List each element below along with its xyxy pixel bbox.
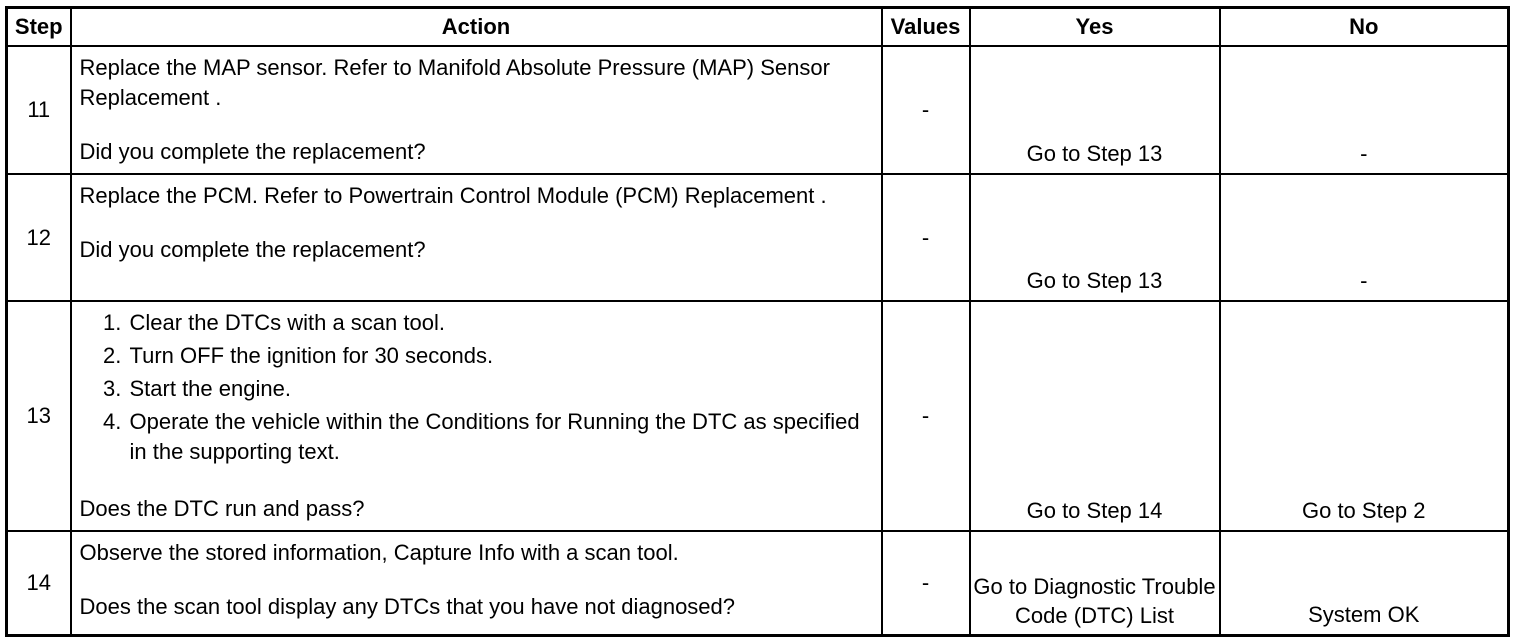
no-cell: System OK bbox=[1220, 531, 1509, 635]
procedure-list bbox=[80, 308, 873, 467]
table-row bbox=[7, 531, 1509, 635]
no-cell: - bbox=[1220, 46, 1509, 174]
step-number: 11 bbox=[7, 46, 71, 174]
no-cell: - bbox=[1220, 174, 1509, 301]
yes-cell bbox=[970, 531, 1220, 635]
values-cell: - bbox=[882, 301, 970, 531]
list-item: 3. Start the engine. bbox=[128, 374, 873, 404]
yes-cell: Go to Step 14 bbox=[970, 301, 1220, 531]
action-cell bbox=[71, 174, 882, 301]
action-cell bbox=[71, 46, 882, 174]
step-number: 14 bbox=[7, 531, 71, 635]
values-cell: - bbox=[882, 46, 970, 174]
diagnostic-table bbox=[5, 6, 1510, 637]
yes-link-text: Go to Diagnostic Trouble Code (DTC) List bbox=[973, 573, 1216, 628]
table-row bbox=[7, 301, 1509, 531]
action-question: Did you complete the replacement? bbox=[79, 139, 426, 164]
action-question: Does the scan tool display any DTCs that you have not diagnosed? bbox=[79, 594, 736, 619]
action-text: Observe the stored information, Capture Info with a scan tool. bbox=[79, 540, 679, 565]
action-cell bbox=[71, 531, 882, 635]
yes-cell: Go to Step 13 bbox=[970, 46, 1220, 174]
header-step: Step bbox=[7, 8, 71, 47]
list-item: 2. Turn OFF the ignition for 30 seconds. bbox=[128, 341, 873, 371]
action-question: Does the DTC run and pass? bbox=[79, 496, 365, 521]
action-text: Replace the PCM. Refer to Powertrain Control Module (PCM) Replacement . bbox=[79, 183, 827, 208]
yes-cell: Go to Step 13 bbox=[970, 174, 1220, 301]
header-row bbox=[7, 8, 1509, 47]
step-number: 13 bbox=[7, 301, 71, 531]
header-values: Values bbox=[882, 8, 970, 47]
action-question: Did you complete the replacement? bbox=[79, 237, 426, 262]
list-item: 4. Operate the vehicle within the Conditions for Running the DTC as specified in the supporting text. bbox=[128, 407, 873, 467]
list-item: 1. Clear the DTCs with a scan tool. bbox=[128, 308, 873, 338]
header-action: Action bbox=[71, 8, 882, 47]
table-row bbox=[7, 46, 1509, 174]
header-yes: Yes bbox=[970, 8, 1220, 47]
table-row bbox=[7, 174, 1509, 301]
action-text: Replace the MAP sensor. Refer to Manifold Absolute Pressure (MAP) Sensor Replacement . bbox=[79, 55, 830, 110]
header-no: No bbox=[1220, 8, 1509, 47]
values-cell: - bbox=[882, 174, 970, 301]
values-cell: - bbox=[882, 531, 970, 635]
step-number: 12 bbox=[7, 174, 71, 301]
no-cell: Go to Step 2 bbox=[1220, 301, 1509, 531]
action-cell bbox=[71, 301, 882, 531]
